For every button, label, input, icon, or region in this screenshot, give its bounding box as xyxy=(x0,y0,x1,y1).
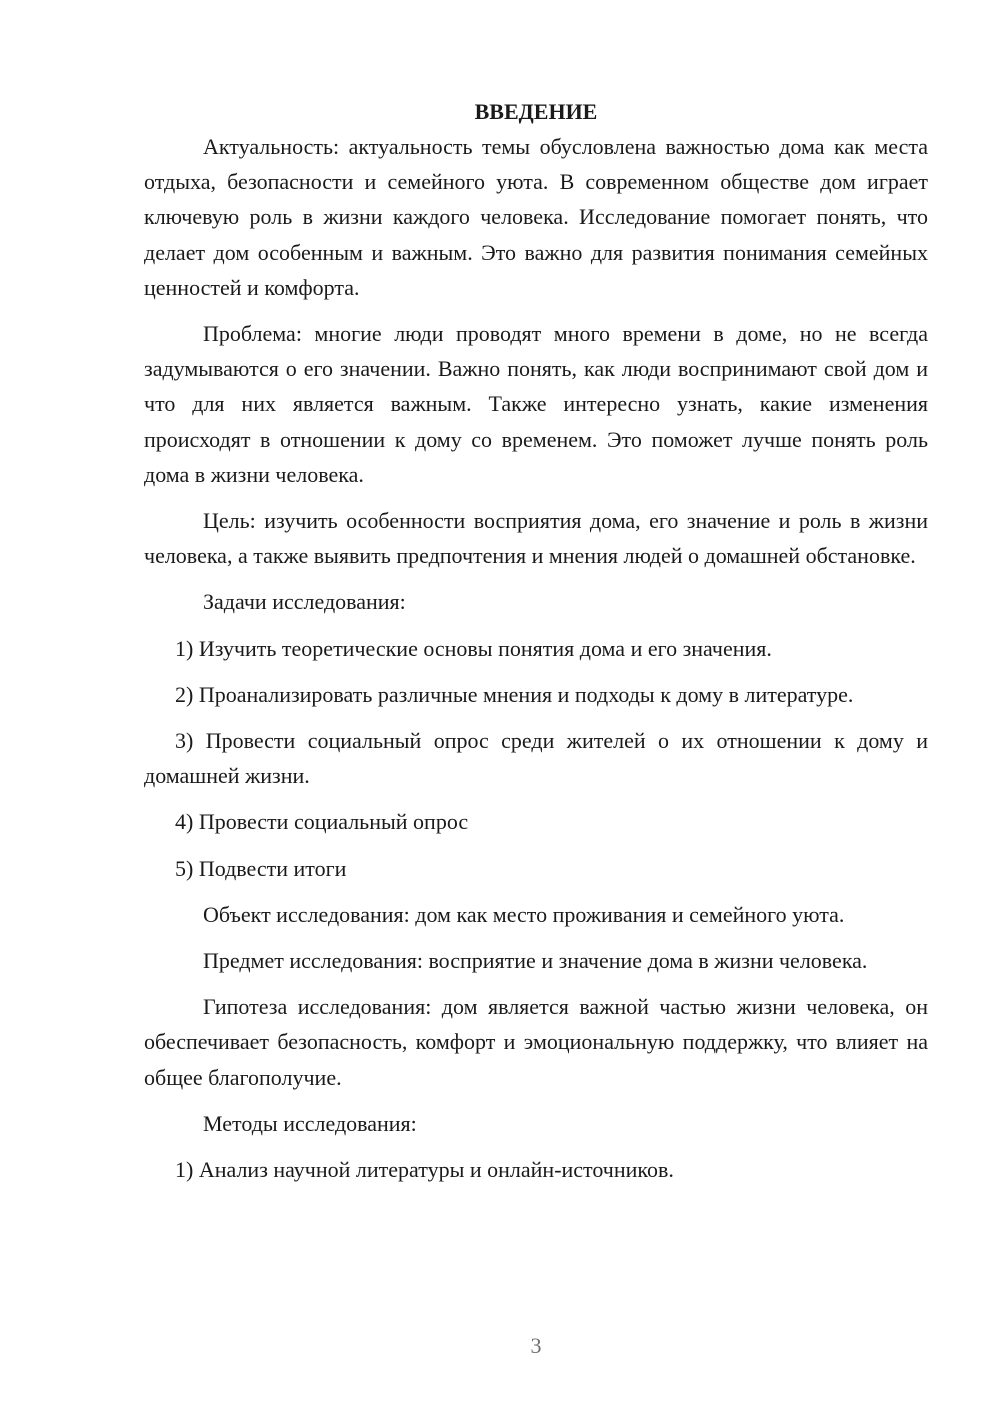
paragraph-tasks-heading: Задачи исследования: xyxy=(203,589,406,615)
list-item-task-1: 1) Изучить теоретические основы понятия дома и его значения. xyxy=(175,635,772,661)
list-item-method-1: 1) Анализ научной литературы и онлайн-источников. xyxy=(175,1157,674,1183)
paragraph-relevance: Актуальность: актуальность темы обусловлена важностью дома как места отдыха, безопасности и семейного уюта. В современном обществе дом играет ключевую роль в жизни каждого человека. Исследование помогает понять, что делает дом особенным и важным. Это важно для развития понимания семейных ценностей и комфорта. xyxy=(144,134,928,300)
paragraph-problem: Проблема: многие люди проводят много времени в доме, но не всегда задумываются о его значении. Важно понять, как люди воспринимают свой дом и что для них является важным. Также интересно узнать, какие изменения происходят в отношении к дому со временем. Это поможет лучше понять роль дома в жизни человека. xyxy=(144,321,928,487)
list-item-task-3: 3) Провести социальный опрос среди жителей о их отношении к дому и домашней жизни. xyxy=(144,728,928,789)
page-title: ВВЕДЕНИЕ xyxy=(474,99,598,124)
page-number: 3 xyxy=(530,1333,542,1358)
paragraph-object: Объект исследования: дом как место проживания и семейного уюта. xyxy=(203,901,845,927)
paragraph-subject: Предмет исследования: восприятие и значение дома в жизни человека. xyxy=(203,948,868,974)
list-item-task-2: 2) Проанализировать различные мнения и подходы к дому в литературе. xyxy=(175,681,854,707)
list-item-task-5: 5) Подвести итоги xyxy=(175,855,347,881)
paragraph-goal: Цель: изучить особенности восприятия дома, его значение и роль в жизни человека, а также выявить предпочтения и мнения людей о домашней обстановке. xyxy=(144,508,928,569)
paragraph-hypothesis: Гипотеза исследования: дом является важной частью жизни человека, он обеспечивает безопасность, комфорт и эмоциональную поддержку, что влияет на общее благополучие. xyxy=(144,994,928,1090)
paragraph-methods-heading: Методы исследования: xyxy=(203,1110,417,1136)
list-item-task-4: 4) Провести социальный опрос xyxy=(175,809,469,835)
document-page xyxy=(144,94,928,1198)
